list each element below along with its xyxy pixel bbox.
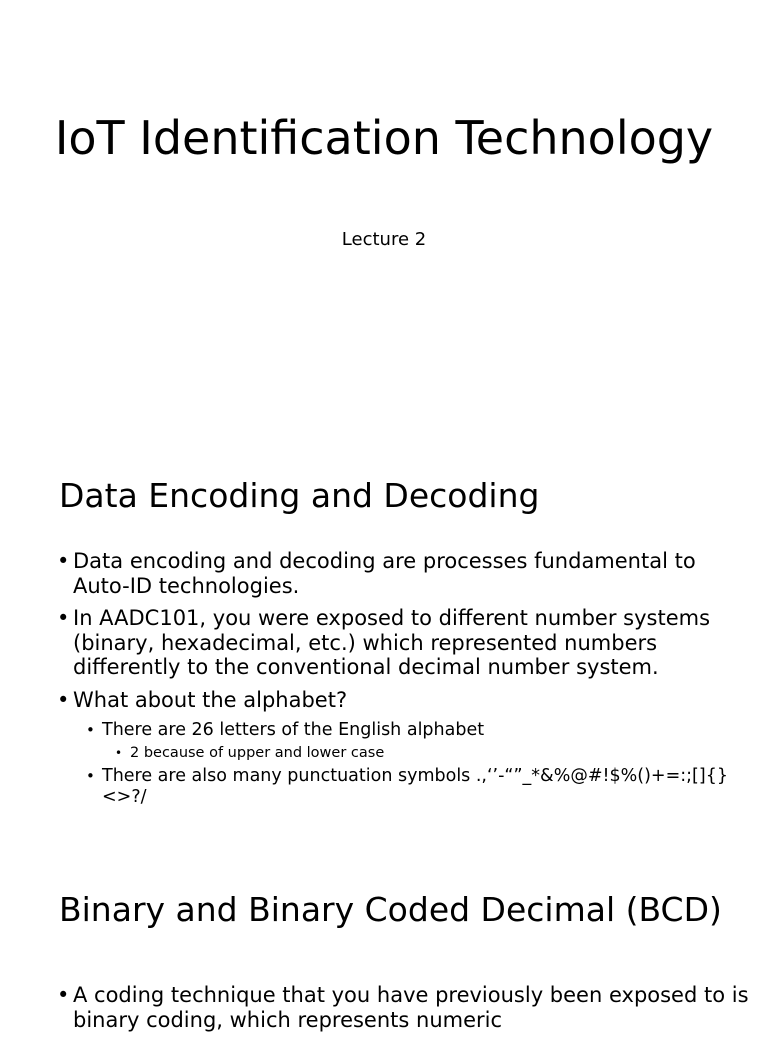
bullet-text: 2 because of upper and lower case [130,745,385,761]
bullet-marker: • [57,549,70,573]
presentation-subtitle: Lecture 2 [341,229,427,250]
bullet-text: In AADC101, you were exposed to different number systems (binary, hexadecimal, etc.) which represented numbers differently to the conventional decimal number system. [73,606,711,679]
bullet-list [57,983,757,1040]
bullet-text: There are 26 letters of the English alphabet [102,720,485,740]
slide-heading: Data Encoding and Decoding [59,476,540,515]
bullet-marker: • [57,606,70,630]
bullet-text: There are also many punctuation symbols .,‘’-“”_*&%@#!$%()+=:;[]{}<>?/ [102,766,728,807]
bullet-text: A coding technique that you have previously been exposed to is binary coding, which represents numeric [73,983,749,1032]
bullet-marker: • [57,687,70,712]
bullet-text: Data encoding and decoding are processes fundamental to Auto-ID technologies. [73,549,696,598]
bullet-marker: • [86,721,95,739]
bullet-text: What about the alphabet? [73,687,348,712]
bullet-marker: • [115,746,123,760]
bullet-marker: • [57,983,70,1007]
bullet-marker: • [86,767,95,785]
bullet-item [57,983,757,1032]
presentation-title: IoT Identification Technology [54,111,714,165]
slide-heading: Binary and Binary Coded Decimal (BCD) [59,890,722,929]
